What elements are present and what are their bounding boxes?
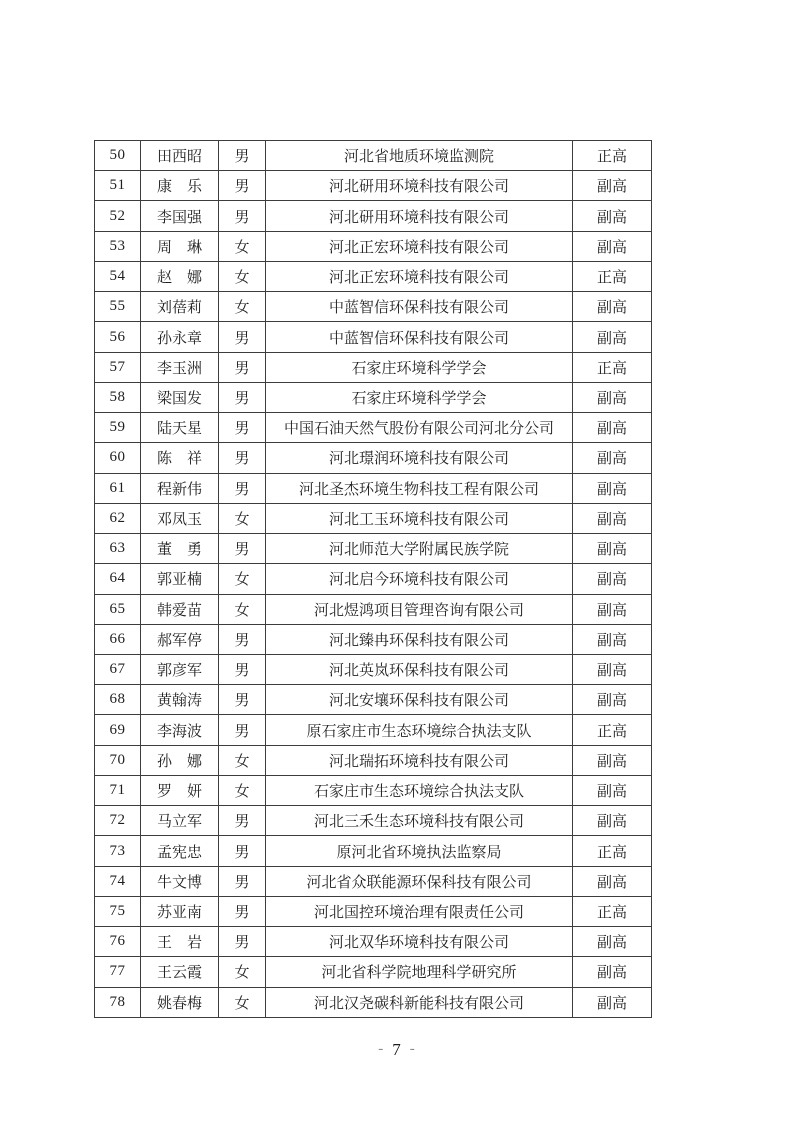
cell-title: 正高 [573,896,652,926]
cell-title: 副高 [573,231,652,261]
cell-gender: 男 [219,685,266,715]
cell-name: 赵 娜 [141,261,219,291]
cell-no: 55 [95,292,141,322]
table-row [95,685,652,715]
table-row [95,261,652,291]
cell-name: 李国强 [141,201,219,231]
cell-name: 刘蓓莉 [141,292,219,322]
cell-name: 郝军停 [141,624,219,654]
cell-title: 副高 [573,564,652,594]
cell-no: 69 [95,715,141,745]
table-row [95,413,652,443]
cell-gender: 男 [219,836,266,866]
table-row [95,927,652,957]
cell-title: 副高 [573,806,652,836]
cell-gender: 男 [219,322,266,352]
cell-title: 副高 [573,866,652,896]
cell-title: 副高 [573,503,652,533]
cell-title: 副高 [573,927,652,957]
cell-title: 副高 [573,292,652,322]
cell-title: 副高 [573,443,652,473]
cell-no: 50 [95,141,141,171]
cell-title: 副高 [573,775,652,805]
cell-org: 河北师范大学附属民族学院 [266,534,573,564]
cell-org: 河北启今环境科技有限公司 [266,564,573,594]
cell-no: 71 [95,775,141,805]
cell-no: 63 [95,534,141,564]
cell-name: 邓凤玉 [141,503,219,533]
cell-org: 河北国控环境治理有限责任公司 [266,896,573,926]
cell-gender: 男 [219,806,266,836]
cell-no: 54 [95,261,141,291]
personnel-roster-table [94,140,652,1018]
table-row [95,957,652,987]
cell-org: 石家庄市生态环境综合执法支队 [266,775,573,805]
table-row [95,624,652,654]
cell-no: 60 [95,443,141,473]
cell-org: 河北瑞拓环境科技有限公司 [266,745,573,775]
cell-name: 姚春梅 [141,987,219,1017]
cell-title: 副高 [573,171,652,201]
table-row [95,382,652,412]
cell-name: 韩爱苗 [141,594,219,624]
table-body [95,141,652,1018]
cell-org: 河北省地质环境监测院 [266,141,573,171]
cell-gender: 女 [219,231,266,261]
cell-gender: 男 [219,141,266,171]
cell-name: 苏亚南 [141,896,219,926]
table-row [95,896,652,926]
cell-no: 64 [95,564,141,594]
cell-no: 75 [95,896,141,926]
cell-name: 王 岩 [141,927,219,957]
cell-name: 陆天星 [141,413,219,443]
cell-org: 石家庄环境科学学会 [266,352,573,382]
cell-name: 程新伟 [141,473,219,503]
cell-name: 郭彦军 [141,654,219,684]
cell-title: 副高 [573,534,652,564]
cell-no: 78 [95,987,141,1017]
cell-no: 58 [95,382,141,412]
cell-name: 罗 妍 [141,775,219,805]
cell-no: 68 [95,685,141,715]
cell-title: 正高 [573,141,652,171]
cell-name: 马立军 [141,806,219,836]
cell-gender: 男 [219,927,266,957]
cell-gender: 女 [219,503,266,533]
cell-org: 河北省科学院地理科学研究所 [266,957,573,987]
cell-title: 副高 [573,624,652,654]
cell-name: 周 琳 [141,231,219,261]
cell-no: 66 [95,624,141,654]
cell-gender: 男 [219,382,266,412]
cell-org: 河北研用环境科技有限公司 [266,171,573,201]
cell-gender: 男 [219,896,266,926]
cell-no: 53 [95,231,141,261]
cell-title: 副高 [573,685,652,715]
table-row [95,141,652,171]
cell-no: 77 [95,957,141,987]
table-row [95,503,652,533]
cell-gender: 男 [219,443,266,473]
cell-gender: 男 [219,534,266,564]
cell-org: 石家庄环境科学学会 [266,382,573,412]
cell-org: 河北省众联能源环保科技有限公司 [266,866,573,896]
cell-org: 河北煜鸿项目管理咨询有限公司 [266,594,573,624]
cell-title: 副高 [573,745,652,775]
cell-gender: 女 [219,564,266,594]
cell-org: 河北安壤环保科技有限公司 [266,685,573,715]
cell-name: 孙 娜 [141,745,219,775]
cell-title: 正高 [573,715,652,745]
cell-title: 正高 [573,836,652,866]
table-row [95,322,652,352]
cell-gender: 女 [219,957,266,987]
cell-no: 70 [95,745,141,775]
cell-name: 郭亚楠 [141,564,219,594]
cell-title: 副高 [573,322,652,352]
cell-gender: 男 [219,171,266,201]
cell-org: 河北研用环境科技有限公司 [266,201,573,231]
cell-no: 65 [95,594,141,624]
cell-org: 河北汉尧碳科新能科技有限公司 [266,987,573,1017]
table-row [95,473,652,503]
cell-title: 副高 [573,594,652,624]
cell-no: 56 [95,322,141,352]
cell-org: 河北英岚环保科技有限公司 [266,654,573,684]
page-number-right-dash: - [409,1041,415,1057]
cell-no: 51 [95,171,141,201]
cell-gender: 女 [219,261,266,291]
cell-no: 67 [95,654,141,684]
cell-org: 中蓝智信环保科技有限公司 [266,292,573,322]
cell-org: 原石家庄市生态环境综合执法支队 [266,715,573,745]
cell-title: 副高 [573,473,652,503]
cell-title: 副高 [573,201,652,231]
cell-name: 田西昭 [141,141,219,171]
cell-title: 副高 [573,957,652,987]
cell-org: 原河北省环境执法监察局 [266,836,573,866]
cell-gender: 男 [219,866,266,896]
cell-org: 河北工玉环境科技有限公司 [266,503,573,533]
cell-gender: 男 [219,201,266,231]
cell-org: 河北圣杰环境生物科技工程有限公司 [266,473,573,503]
cell-org: 河北正宏环境科技有限公司 [266,261,573,291]
cell-org: 中蓝智信环保科技有限公司 [266,322,573,352]
cell-title: 正高 [573,261,652,291]
cell-title: 正高 [573,352,652,382]
cell-name: 康 乐 [141,171,219,201]
cell-title: 副高 [573,654,652,684]
cell-gender: 女 [219,745,266,775]
table-row [95,443,652,473]
cell-no: 52 [95,201,141,231]
cell-no: 59 [95,413,141,443]
cell-name: 陈 祥 [141,443,219,473]
cell-gender: 男 [219,473,266,503]
cell-name: 牛文博 [141,866,219,896]
table-row [95,745,652,775]
cell-org: 河北正宏环境科技有限公司 [266,231,573,261]
table-row [95,352,652,382]
table-row [95,564,652,594]
cell-org: 河北璟润环境科技有限公司 [266,443,573,473]
cell-title: 副高 [573,987,652,1017]
cell-no: 72 [95,806,141,836]
cell-org: 中国石油天然气股份有限公司河北分公司 [266,413,573,443]
cell-name: 王云霞 [141,957,219,987]
table-row [95,231,652,261]
table-row [95,654,652,684]
cell-gender: 女 [219,775,266,805]
table-row [95,201,652,231]
cell-gender: 男 [219,624,266,654]
cell-gender: 女 [219,987,266,1017]
table-row [95,292,652,322]
table-row [95,715,652,745]
cell-title: 副高 [573,382,652,412]
page-number-left-dash: - [378,1041,384,1057]
cell-name: 李海波 [141,715,219,745]
table-row [95,775,652,805]
cell-gender: 男 [219,654,266,684]
cell-org: 河北臻冉环保科技有限公司 [266,624,573,654]
cell-no: 73 [95,836,141,866]
cell-title: 副高 [573,413,652,443]
page-number-value: 7 [392,1040,401,1059]
cell-name: 董 勇 [141,534,219,564]
table-row [95,866,652,896]
page-number [0,1040,793,1060]
table-row [95,171,652,201]
table-row [95,987,652,1017]
cell-no: 76 [95,927,141,957]
cell-org: 河北三禾生态环境科技有限公司 [266,806,573,836]
cell-name: 孙永章 [141,322,219,352]
cell-no: 62 [95,503,141,533]
cell-name: 梁国发 [141,382,219,412]
cell-gender: 男 [219,715,266,745]
cell-no: 57 [95,352,141,382]
table-row [95,594,652,624]
cell-gender: 男 [219,413,266,443]
cell-gender: 男 [219,352,266,382]
cell-name: 黄翰涛 [141,685,219,715]
cell-gender: 女 [219,594,266,624]
cell-org: 河北双华环境科技有限公司 [266,927,573,957]
cell-no: 74 [95,866,141,896]
table-row [95,534,652,564]
cell-name: 孟宪忠 [141,836,219,866]
table-row [95,836,652,866]
cell-no: 61 [95,473,141,503]
cell-name: 李玉洲 [141,352,219,382]
table-row [95,806,652,836]
cell-gender: 女 [219,292,266,322]
